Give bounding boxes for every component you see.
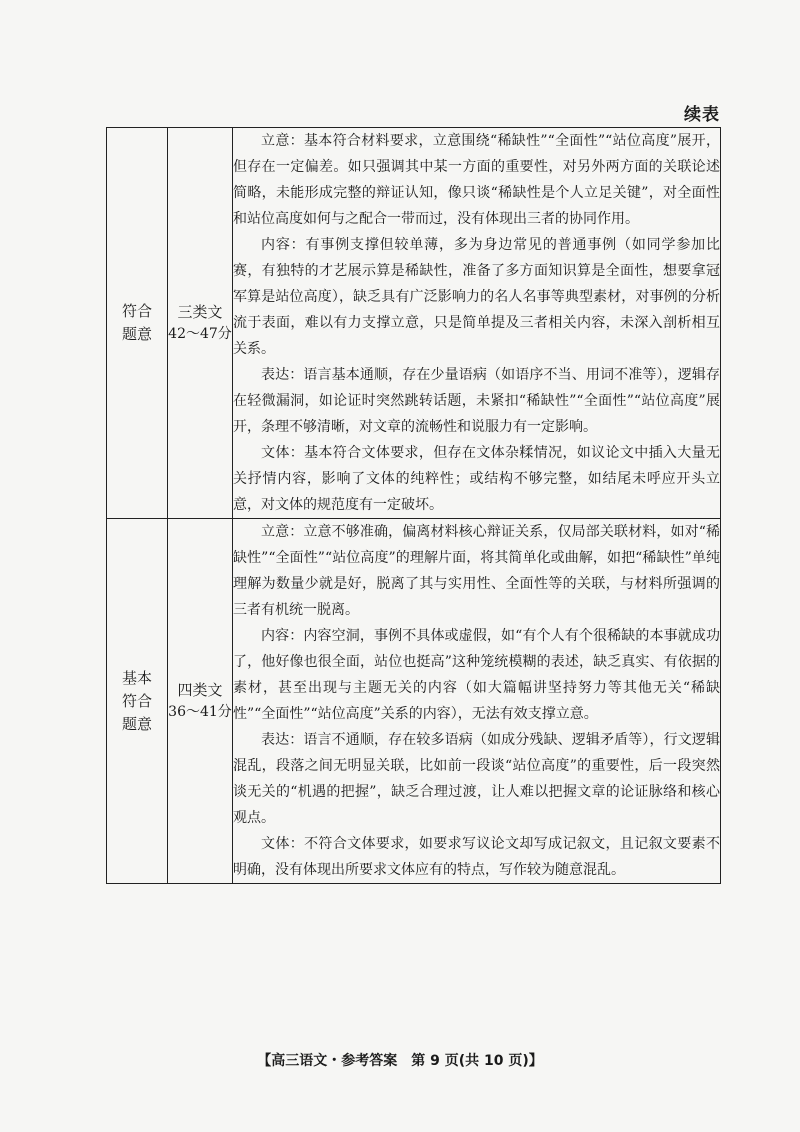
criteria-paragraph: 内容：内容空洞，事例不具体或虚假，如“有个人有个很稀缺的本事就成功了，他好像也很全面，站位也挺高”这种笼统模糊的表述，缺乏真实、有依据的素材，甚至出现与主题无关的内容（如大篇幅讲坚持努力等其他无关“稀缺性”“全面性”“站位高度”关系的内容），无法有效支撑立意。 xyxy=(233,628,720,722)
category-line: 题意 xyxy=(121,325,152,343)
criteria-paragraph: 立意：基本符合材料要求，立意围绕“稀缺性”“全面性”“站位高度”展开，但存在一定偏差。如只强调其中某一方面的重要性，对另外两方面的关联论述简略，未能形成完整的辩证认知，像只谈“稀缺性是个人立足关键”，对全面性和站位高度如何与之配合一带而过，没有体现出三者的协同作用。 xyxy=(233,133,720,227)
page-footer: 【高三语文・参考答案 第 9 页(共 10 页)】 xyxy=(257,1053,543,1069)
category-line: 符合 xyxy=(121,302,152,320)
criteria-paragraph: 文体：不符合文体要求，如要求写议论文却写成记叙文，且记叙文要素不明确，没有体现出所要求文体应有的特点，写作较为随意混乱。 xyxy=(233,836,720,878)
category-cell xyxy=(107,519,168,884)
criteria-paragraph: 内容：有事例支撑但较单薄，多为身边常见的普通事例（如同学参加比赛，有独特的才艺展示算是稀缺性，准备了多方面知识算是全面性，想要拿冠军算是站位高度），缺乏具有广泛影响力的名人名事等典型素材，对事例的分析流于表面，难以有力支撑立意，只是简单提及三者相关内容，未深入剖析相互关系。 xyxy=(233,237,720,357)
grade-level: 四类文 xyxy=(177,681,223,699)
criteria-paragraph: 文体：基本符合文体要求，但存在文体杂糅情况，如议论文中插入大量无关抒情内容，影响了文体的纯粹性；或结构不够完整，如结尾未呼应开头立意，对文体的规范度有一定破坏。 xyxy=(233,445,720,513)
category-line: 基本 xyxy=(121,668,152,687)
table-row xyxy=(107,519,721,884)
scoring-rubric-table xyxy=(106,127,721,884)
criteria-paragraph: 表达：语言基本通顺，存在少量语病（如语序不当、用词不准等），逻辑存在轻微漏洞，如论证时突然跳转话题，未紧扣“稀缺性”“全面性”“站位高度”展开，条理不够清晰，对文章的流畅性和说服力有一定影响。 xyxy=(233,367,720,435)
table-row xyxy=(107,128,721,519)
criteria-description xyxy=(233,519,721,884)
category-cell xyxy=(107,128,168,519)
grade-cell xyxy=(168,128,233,519)
score-range: 42～47分 xyxy=(168,326,232,342)
grade-level: 三类文 xyxy=(177,303,223,321)
category-line: 题意 xyxy=(121,714,152,733)
category-line: 符合 xyxy=(121,691,152,710)
grade-cell xyxy=(168,519,233,884)
criteria-paragraph: 立意：立意不够准确，偏离材料核心辩证关系，仅局部关联材料，如对“稀缺性”“全面性”“站位高度”的理解片面，将其简单化或曲解，如把“稀缺性”单纯理解为数量少就是好，脱离了其与实用性、全面性等的关联，与材料所强调的三者有机统一脱离。 xyxy=(233,524,720,618)
criteria-paragraph: 表达：语言不通顺，存在较多语病（如成分残缺、逻辑矛盾等），行文逻辑混乱，段落之间无明显关联，比如前一段谈“站位高度”的重要性，后一段突然谈无关的“机遇的把握”，缺乏合理过渡，让人难以把握文章的论证脉络和核心观点。 xyxy=(233,732,720,826)
score-range: 36～41分 xyxy=(168,704,232,720)
continued-table-label: 续表 xyxy=(684,105,720,125)
criteria-description xyxy=(233,128,721,519)
